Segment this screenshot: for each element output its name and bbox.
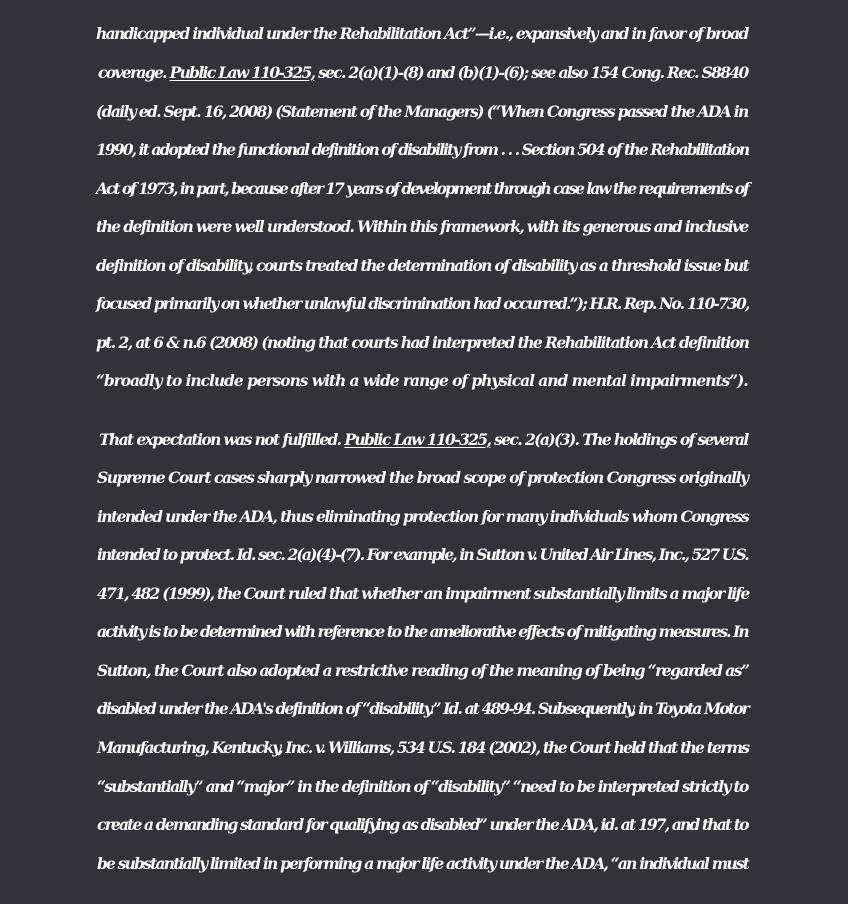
public-law-link[interactable]: Public Law 110-325,: [344, 430, 491, 449]
text-line: handicapped individual under the Rehabilitation Act”—i.e., expansively and in favor of broad: [96, 24, 748, 43]
text-span: sec. 2(a)(3). The holdings of several: [490, 430, 748, 449]
text-line: [99, 430, 748, 450]
text-line: “substantially” and “major” in the definition of “disability” “need to be interpreted strictly to: [97, 777, 748, 796]
text-span: sec. 2(a)(1)-(8) and (b)(1)-(6); see also 154 Cong. Rec. S8840: [314, 63, 748, 82]
text-line: “broadly to include persons with a wide range of physical and mental impairments”).: [96, 371, 748, 390]
text-line: create a demanding standard for qualifying as disabled” under the ADA, id. at 197, and that to: [97, 815, 748, 834]
text-line: definition of disability, courts treated the determination of disability as a threshold issue but: [96, 256, 749, 275]
text-line: 471, 482 (1999), the Court ruled that whether an impairment substantially limits a major life: [97, 584, 749, 603]
text-line: be substantially limited in performing a major life activity under the ADA, “an individual must: [97, 854, 749, 873]
text-line: (daily ed. Sept. 16, 2008) (Statement of the Managers) (“When Congress passed the ADA in: [96, 102, 748, 121]
text-line: Manufacturing, Kentucky, Inc. v. Williams, 534 U.S. 184 (2002), the Court held that the terms: [97, 738, 749, 757]
text-line: Supreme Court cases sharply narrowed the broad scope of protection Congress originally: [97, 468, 748, 487]
text-line: the definition were well understood. Within this framework, with its generous and inclusive: [96, 217, 748, 236]
text-line: pt. 2, at 6 & n.6 (2008) (noting that courts had interpreted the Rehabilitation Act definition: [96, 333, 749, 352]
text-line: disabled under the ADA's definition of “disability.” Id. at 489-94. Subsequently, in Toyota Motor: [97, 699, 748, 718]
text-span: coverage.: [98, 63, 170, 82]
text-line: Sutton, the Court also adopted a restrictive reading of the meaning of being “regarded as”: [97, 661, 749, 680]
text-line: [98, 63, 748, 83]
text-line: activity is to be determined with reference to the ameliorative effects of mitigating measures. In: [97, 622, 748, 641]
text-line: intended to protect. Id. sec. 2(a)(4)-(7). For example, in Sutton v. United Air Lines, Inc., 527 U.S.: [97, 545, 748, 564]
text-line: Act of 1973, in part, because after 17 years of development through case law the requirements of: [96, 179, 748, 198]
public-law-link[interactable]: Public Law 110-325,: [169, 63, 315, 82]
text-span: That expectation was not fulfilled.: [99, 430, 345, 449]
text-line: 1990, it adopted the functional definition of disability from . . . Section 504 of the Rehabilitation: [96, 140, 749, 159]
text-line: intended under the ADA, thus eliminating protection for many individuals whom Congress: [97, 507, 749, 526]
text-line: focused primarily on whether unlawful discrimination had occurred.”); H.R. Rep. No. 110-730,: [96, 294, 749, 313]
